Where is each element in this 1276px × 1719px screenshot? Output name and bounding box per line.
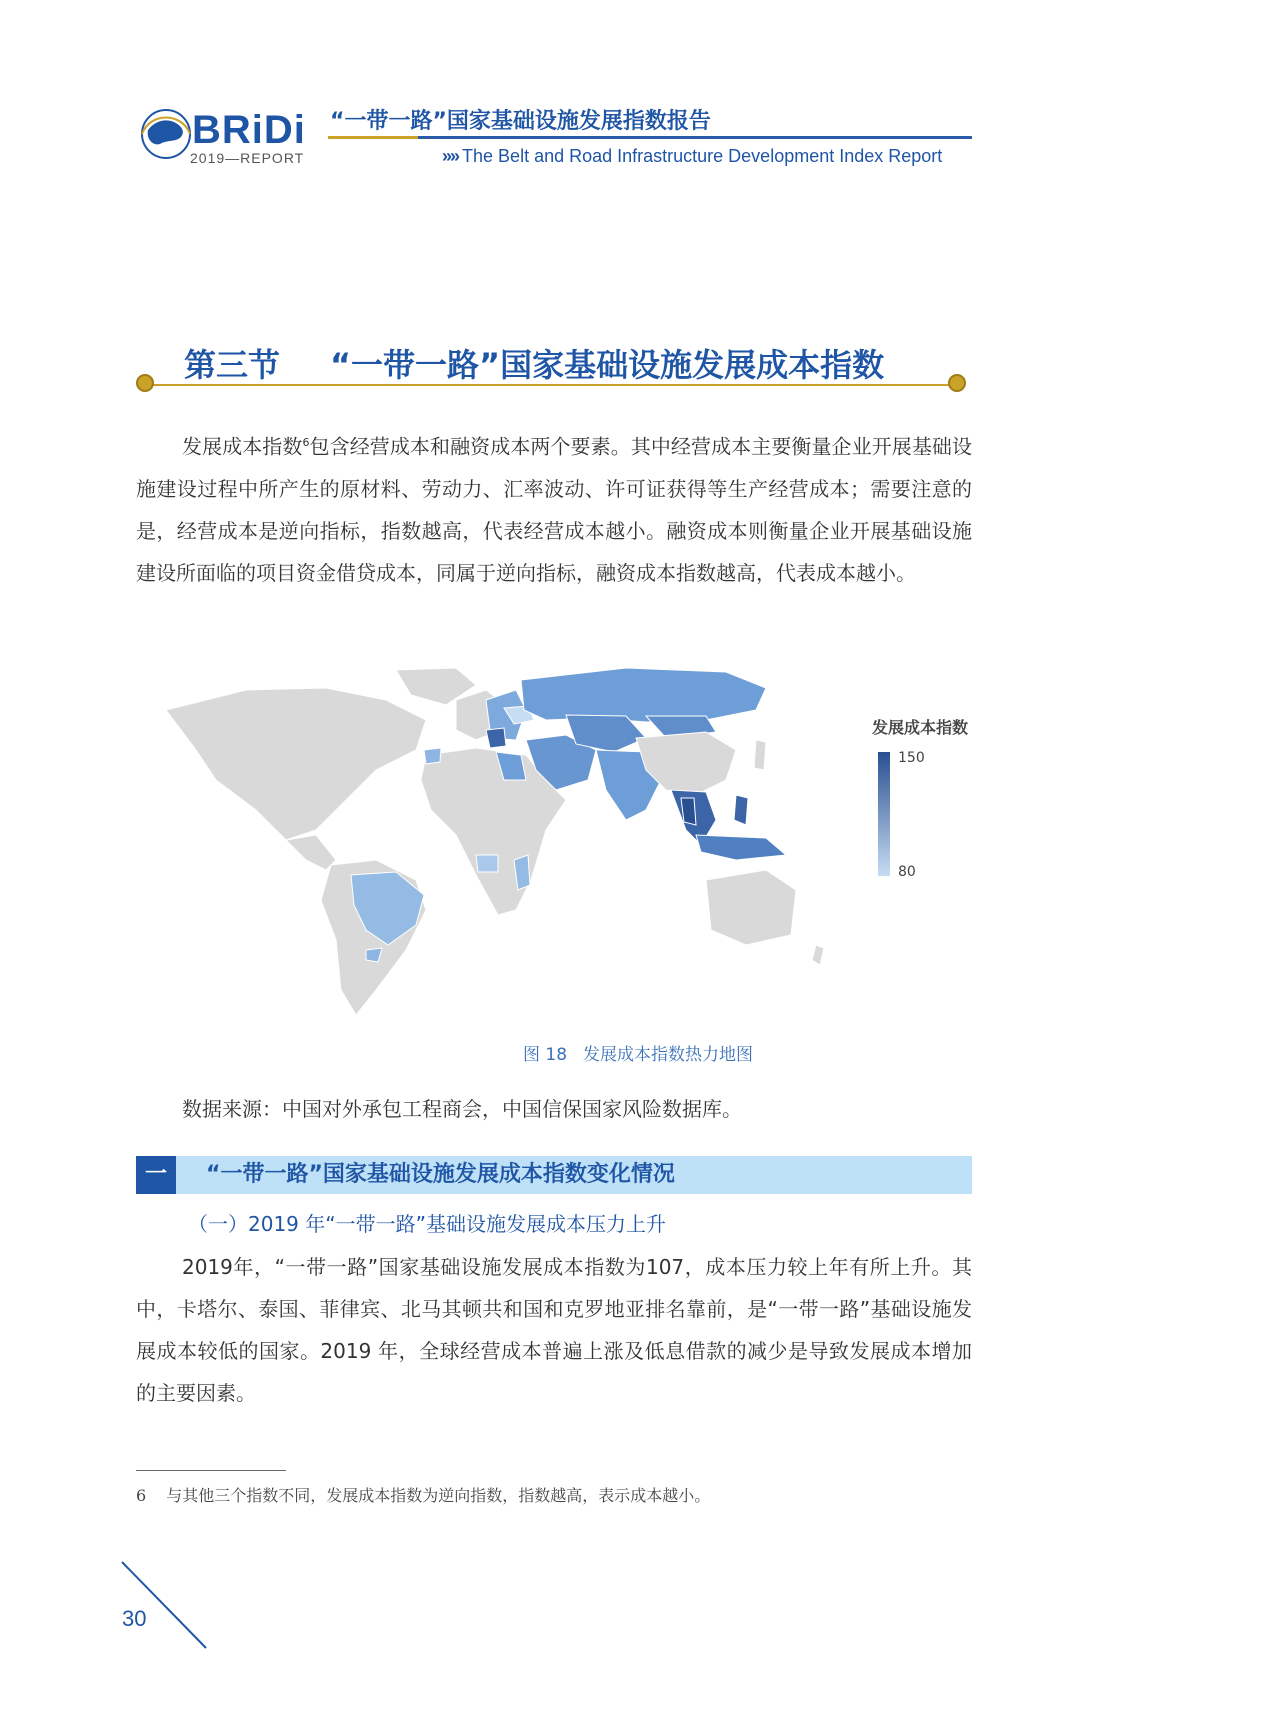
intro-text-b: 包含经营成本和融资成本两个要素。其中经营成本主要衡量企业开展基础设施建设过程中所产生的原材料、劳动力、汇率波动、许可证获得等生产经营成本；需要注意的是，经营成本是逆向指标，指数越高，代表经营成本越小。融资成本则衡量企业开展基础设施建设所面临的项目资金借贷成本，同属于逆向指标，融资成本指数越高，代表成本越小。 xyxy=(136,434,973,585)
legend-min-label: 80 xyxy=(898,864,916,880)
header-title-cn: “一带一路”国家基础设施发展指数报告 xyxy=(330,109,711,134)
header-title-en xyxy=(442,146,942,167)
chevron-right-icon: »» xyxy=(442,146,459,166)
subsection-number: 一 xyxy=(136,1156,176,1194)
map-morocco xyxy=(424,748,441,764)
map-indonesia xyxy=(696,835,786,860)
section-underline-dot-left xyxy=(136,374,154,392)
logo-wordmark: BRiDi xyxy=(192,108,306,152)
section-title xyxy=(184,340,884,386)
footnote-number: 6 xyxy=(136,1486,147,1505)
section-number: 第三节 xyxy=(184,346,281,384)
figure-caption-text: 发展成本指数热力地图 xyxy=(583,1045,754,1065)
map-philippines xyxy=(734,795,748,825)
section-underline-dot-right xyxy=(948,374,966,392)
footnote-divider xyxy=(136,1470,286,1471)
sub-subsection-title: （一）2019 年“一带一路”基础设施发展成本压力上升 xyxy=(188,1212,666,1236)
map-new-zealand xyxy=(812,945,824,965)
subsection-header xyxy=(136,1156,972,1194)
section-title-text: “一带一路”国家基础设施发展成本指数 xyxy=(330,346,885,384)
data-source: 数据来源：中国对外承包工程商会，中国信保国家风险数据库。 xyxy=(182,1097,742,1121)
footnote-ref: 6 xyxy=(302,436,310,449)
page-number: 30 xyxy=(122,1606,147,1631)
intro-text-a: 发展成本指数 xyxy=(182,434,303,459)
legend-color-bar xyxy=(878,752,890,876)
header-divider xyxy=(328,136,972,139)
footnote-text: 与其他三个指数不同，发展成本指数为逆向指数，指数越高，表示成本越小。 xyxy=(166,1486,711,1505)
figure-caption xyxy=(0,1040,1276,1065)
header-title-en-text: The Belt and Road Infrastructure Development Index Report xyxy=(462,146,943,166)
map-australia xyxy=(706,870,796,945)
section-underline xyxy=(146,384,958,386)
heatmap-world-map xyxy=(126,660,976,1020)
map-north-america xyxy=(166,688,426,840)
legend-max-label: 150 xyxy=(898,750,925,766)
map-central-america xyxy=(286,835,336,870)
report-logo xyxy=(136,104,306,166)
figure-caption-number: 图 18 xyxy=(522,1045,568,1065)
legend-title: 发展成本指数 xyxy=(872,718,969,737)
logo-subtitle: 2019—REPORT xyxy=(190,150,305,166)
header-divider-accent xyxy=(328,136,418,139)
map-balkans xyxy=(486,728,506,748)
map-russia xyxy=(521,668,766,722)
map-angola xyxy=(476,855,498,872)
intro-paragraph xyxy=(136,422,972,594)
globe-icon xyxy=(136,104,196,164)
subsection-title: “一带一路”国家基础设施发展成本指数变化情况 xyxy=(206,1162,675,1187)
map-japan xyxy=(754,740,766,770)
body-paragraph: 2019年，“一带一路”国家基础设施发展成本指数为107，成本压力较上年有所上升。其中，卡塔尔、泰国、菲律宾、北马其顿共和国和克罗地亚排名靠前，是“一带一路”基础设施发展成本较低的国家。2019 年，全球经营成本普遍上涨及低息借款的减少是导致发展成本增加的主要因素。 xyxy=(136,1255,972,1405)
footnote xyxy=(136,1483,710,1506)
